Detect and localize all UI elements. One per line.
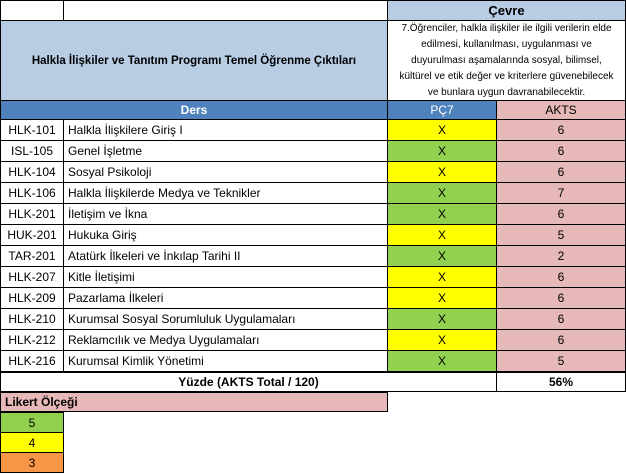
course-name: İletişim ve İkna [63,203,388,225]
outcome-mark: X [387,161,497,183]
akts-value: 6 [496,329,626,351]
akts-value: 6 [496,266,626,288]
course-name: Atatürk İlkeleri ve İnkılap Tarihi II [63,245,388,267]
course-name: Halkla İlişkilerde Medya ve Teknikler [63,182,388,204]
likert-title: Likert Ölçeği [0,392,388,412]
course-name: Reklamcılık ve Medya Uygulamaları [63,329,388,351]
summary-label: Yüzde (AKTS Total / 120) [0,372,497,392]
outcome-mark: X [387,287,497,309]
akts-value: 6 [496,161,626,183]
likert-level: 4 [0,432,64,453]
akts-value: 6 [496,308,626,330]
akts-value: 5 [496,224,626,246]
akts-value: 6 [496,140,626,162]
akts-value: 5 [496,350,626,372]
outcome-mark: X [387,245,497,267]
likert-level: 3 [0,452,64,473]
akts-value: 6 [496,287,626,309]
outcome-mark: X [387,308,497,330]
course-name: Genel İşletme [63,140,388,162]
section-title: Çevre [387,0,626,21]
course-code: HLK-201 [0,203,64,225]
course-code: HLK-207 [0,266,64,288]
course-name: Kurumsal Sosyal Sorumluluk Uygulamaları [63,308,388,330]
course-code: TAR-201 [0,245,64,267]
top-title-blank [63,0,388,21]
course-code: HLK-104 [0,161,64,183]
akts-value: 2 [496,245,626,267]
course-code: HLK-106 [0,182,64,204]
course-code: HLK-209 [0,287,64,309]
course-name: Halkla İlişkilere Giriş I [63,119,388,141]
outcome-mark: X [387,140,497,162]
course-code: HUK-201 [0,224,64,246]
top-left-blank [0,0,64,21]
akts-value: 7 [496,182,626,204]
summary-value: 56% [496,372,626,392]
outcome-mark: X [387,224,497,246]
column-header-course: Ders [0,100,388,120]
outcome-mark: X [387,350,497,372]
outcome-mark: X [387,119,497,141]
course-code: HLK-210 [0,308,64,330]
course-code: ISL-105 [0,140,64,162]
course-name: Pazarlama İlkeleri [63,287,388,309]
outcome-mark: X [387,203,497,225]
outcome-mark: X [387,329,497,351]
course-name: Kitle İletişimi [63,266,388,288]
outcome-mark: X [387,182,497,204]
course-code: HLK-101 [0,119,64,141]
column-header-akts: AKTS [496,100,626,120]
course-name: Hukuka Giriş [63,224,388,246]
akts-value: 6 [496,203,626,225]
likert-level: 5 [0,412,64,433]
outcome-mark: X [387,266,497,288]
akts-value: 6 [496,119,626,141]
table-title: Halkla İlişkiler ve Tanıtım Programı Temel Öğrenme Çıktıları [0,20,388,101]
learning-outcome-text: 7.Öğrenciler, halkla ilişkiler ile ilgili verilerin elde edilmesi, kullanılması, uygulanması ve duyurulması aşamalarında sosyal, bilimsel, kültürel ve etik değer ve kriterlere güvenebilecek ve bunlara uygun davranabilecektir. [387,20,626,101]
course-code: HLK-216 [0,350,64,372]
column-header-outcome: PÇ7 [387,100,497,120]
course-name: Sosyal Psikoloji [63,161,388,183]
course-code: HLK-212 [0,329,64,351]
course-name: Kurumsal Kimlik Yönetimi [63,350,388,372]
